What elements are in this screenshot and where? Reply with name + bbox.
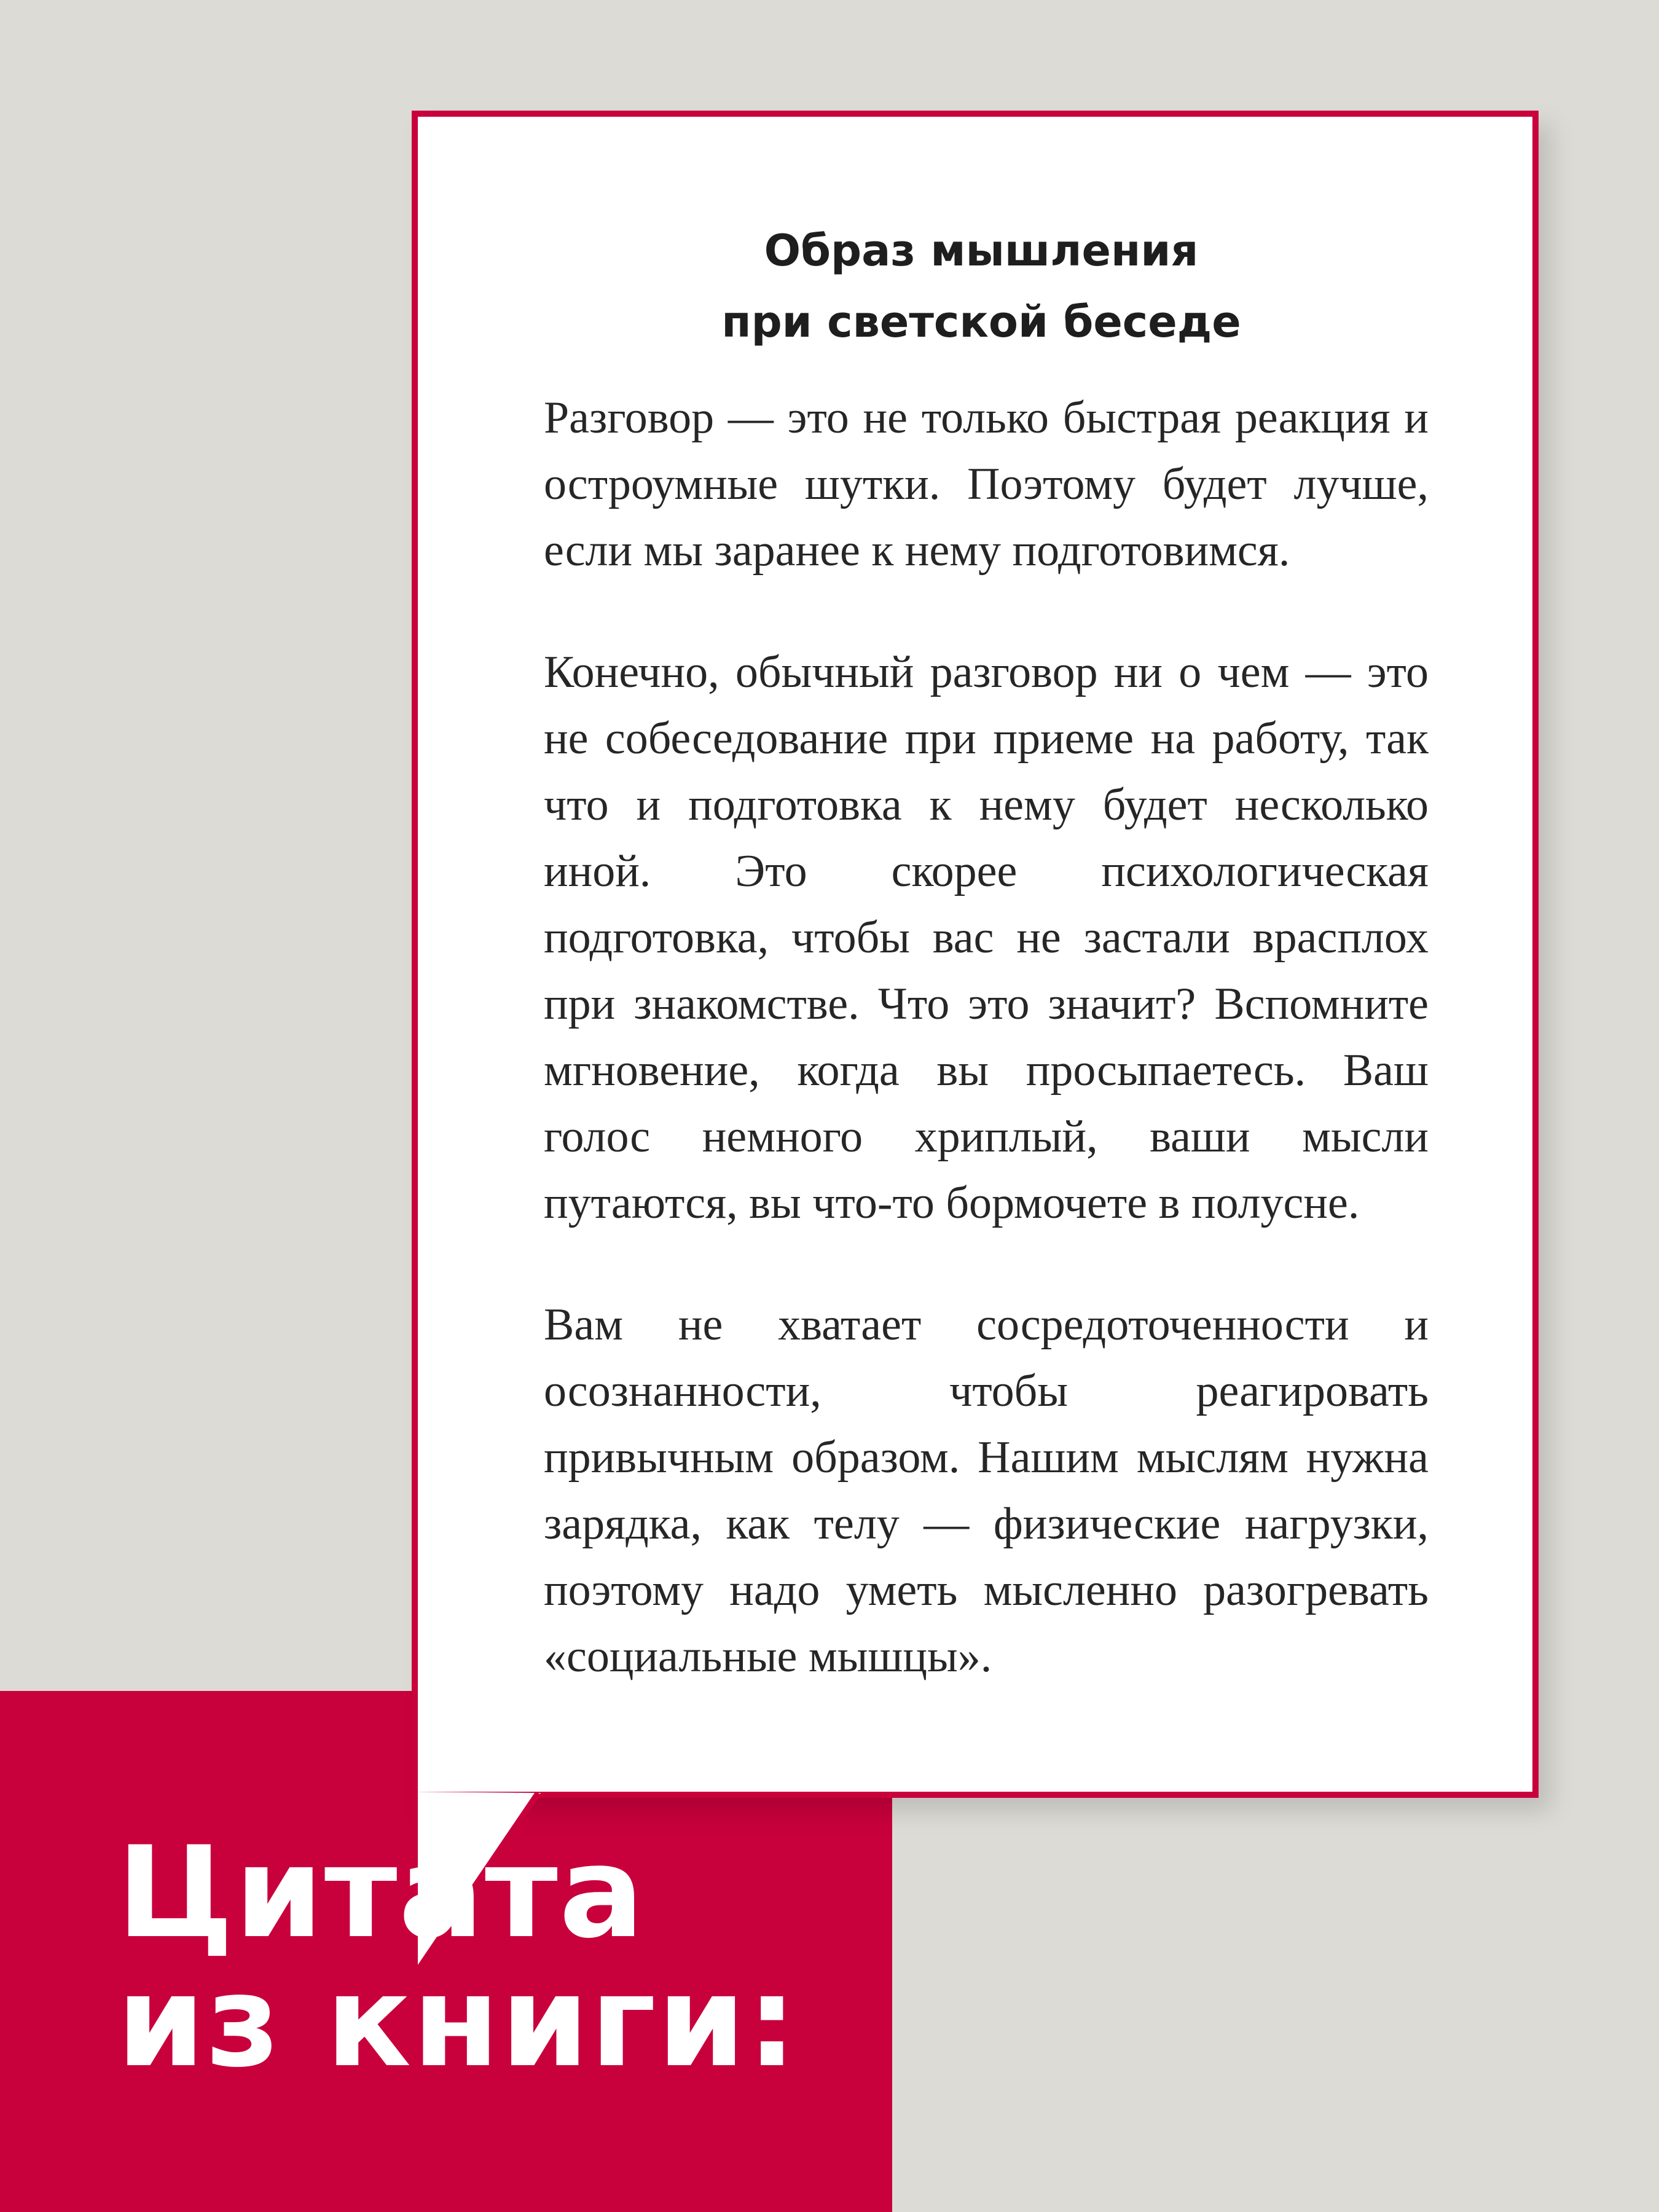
quote-heading-line-1: Цитата [117, 1820, 646, 1966]
card-body [544, 385, 1429, 1745]
quote-heading [117, 1820, 799, 2095]
card-paragraph-3: Вам не хватает сосредоточенности и осознанности, чтобы реагировать привычным образом. Нашим мыслям нужна зарядка, как телу — физические нагрузки, поэтому надо уметь мысленно разогревать «социальные мышцы». [544, 1300, 1429, 1682]
card-paragraph-1: Разговор — это не только быстрая реакция и остроумные шутки. Поэтому будет лучше, если мы заранее к нему подготовимся. [544, 393, 1429, 576]
card-title-line-2: при светской беседе [721, 297, 1241, 347]
card-paragraph-2: Конечно, обычный разговор ни о чем — это не собеседование при приеме на работу, так что и подготовка к нему будет несколько иной. Это скорее психологическая подготовка, чтобы вас не застали врасплох при знакомстве. Что это значит? Вспомните мгновение, когда вы просыпаетесь. Ваш голос немного хриплый, ваши мысли путаются, вы что-то бормочете в полусне. [544, 647, 1429, 1228]
card-title [418, 215, 1545, 358]
card-title-line-1: Образ мышления [764, 226, 1199, 276]
quote-card-panel [412, 111, 1539, 1798]
quote-heading-line-2: из книги: [117, 1949, 799, 2095]
quote-card [412, 111, 1542, 1874]
